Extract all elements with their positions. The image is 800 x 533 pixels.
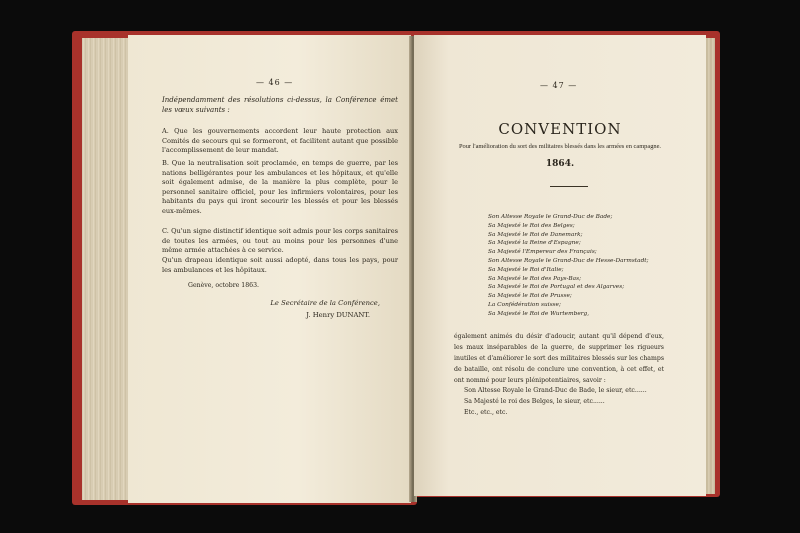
page-number-right: — 47 — — [540, 81, 578, 90]
paragraph-c: C. Qu'un signe distinctif identique soit admis pour les corps sanitaires de toutes les armées, ou tout au moins pour les personnes d'une même armée attachées à ce service. — [162, 227, 398, 255]
convention-body: également animés du désir d'adoucir, autant qu'il dépend d'eux, les maux inséparables de la guerre, de supprimer les rigueurs inutiles et d'améliorer le sort des militaires blessés sur les champs de bataille, ont résolu de conclure une convention, à cet effet, et ont nommé pour leurs plénipotentiaires, savoir : — [454, 333, 664, 384]
sovereign-line: Sa Majesté le Roi des Pays-Bas; — [488, 275, 582, 282]
paragraph-flag: Qu'un drapeau identique soit aussi adopté, dans tous les pays, pour les ambulances et les hôpitaux. — [162, 256, 398, 274]
signature-title: Le Secrétaire de la Conférence, — [270, 299, 380, 307]
sovereign-line: Sa Majesté l'Empereur des Français; — [488, 249, 597, 256]
sovereign-line: Sa Majesté la Reine d'Espagne; — [488, 240, 581, 247]
plenipotentiary-line: Son Altesse Royale le Grand-Duc de Bade, le sieur, etc...... — [464, 387, 647, 394]
convention-subtitle: Pour l'amélioration du sort des militaires blessés dans les armées en campagne. — [458, 143, 662, 150]
right-page — [414, 35, 706, 496]
plenipotentiary-line: Sa Majesté le roi des Belges, le sieur, etc...... — [464, 398, 605, 405]
plenipotentiaries-list — [464, 385, 647, 418]
convention-year: 1864. — [545, 159, 575, 169]
place-date: Genève, octobre 1863. — [188, 282, 260, 289]
sovereign-line: Sa Majesté le Roi d'Italie; — [488, 266, 564, 273]
sovereign-line: Sa Majesté le Roi de Wurtemberg, — [488, 310, 590, 317]
divider-rule — [550, 186, 588, 187]
sovereign-line: Son Altesse Royale le Grand-Duc de Hesse-Darmstadt; — [488, 257, 649, 264]
signature-name: J. Henry DUNANT. — [306, 311, 370, 319]
convention-title: CONVENTION — [498, 120, 622, 138]
left-page — [128, 35, 411, 503]
sovereign-line: Sa Majesté le Roi de Prusse; — [488, 293, 572, 300]
page-number-left: — 46 — — [256, 78, 294, 87]
sovereign-line: Sa Majesté le Roi des Belges; — [488, 222, 575, 229]
plenipotentiary-line: Etc., etc., etc. — [464, 409, 508, 416]
paragraph-b: B. Que la neutralisation soit proclamée, en temps de guerre, par les nations belligérantes pour les ambulances et les hôpitaux, et qu'elle soit également admise, de la manière la plus complète, pour le personnel sanitaire officiel, pour les infirmiers volontaires, pour les habitants du pays qui iront secourir les blessés et pour les blessés eux-mêmes. — [162, 159, 398, 215]
sovereign-line: Son Altesse Royale le Grand-Duc de Bade; — [488, 214, 613, 220]
paragraph-a: A. Que les gouvernements accordent leur haute protection aux Comités de secours qui se formeront, et facilitent autant que possible l'accomplissement de leur mandat. — [162, 127, 398, 155]
sovereign-line: Sa Majesté le Roi de Portugal et des Algarves; — [488, 284, 625, 291]
page-edges-right — [705, 38, 715, 494]
intro-paragraph: Indépendamment des résolutions ci-dessus, la Conférence émet les vœux suivants : — [162, 96, 398, 114]
sovereign-line: La Confédération suisse; — [488, 301, 561, 308]
page-edges — [82, 38, 130, 500]
sovereigns-list — [488, 213, 649, 319]
sovereign-line: Sa Majesté le Roi de Danemark; — [488, 231, 583, 238]
